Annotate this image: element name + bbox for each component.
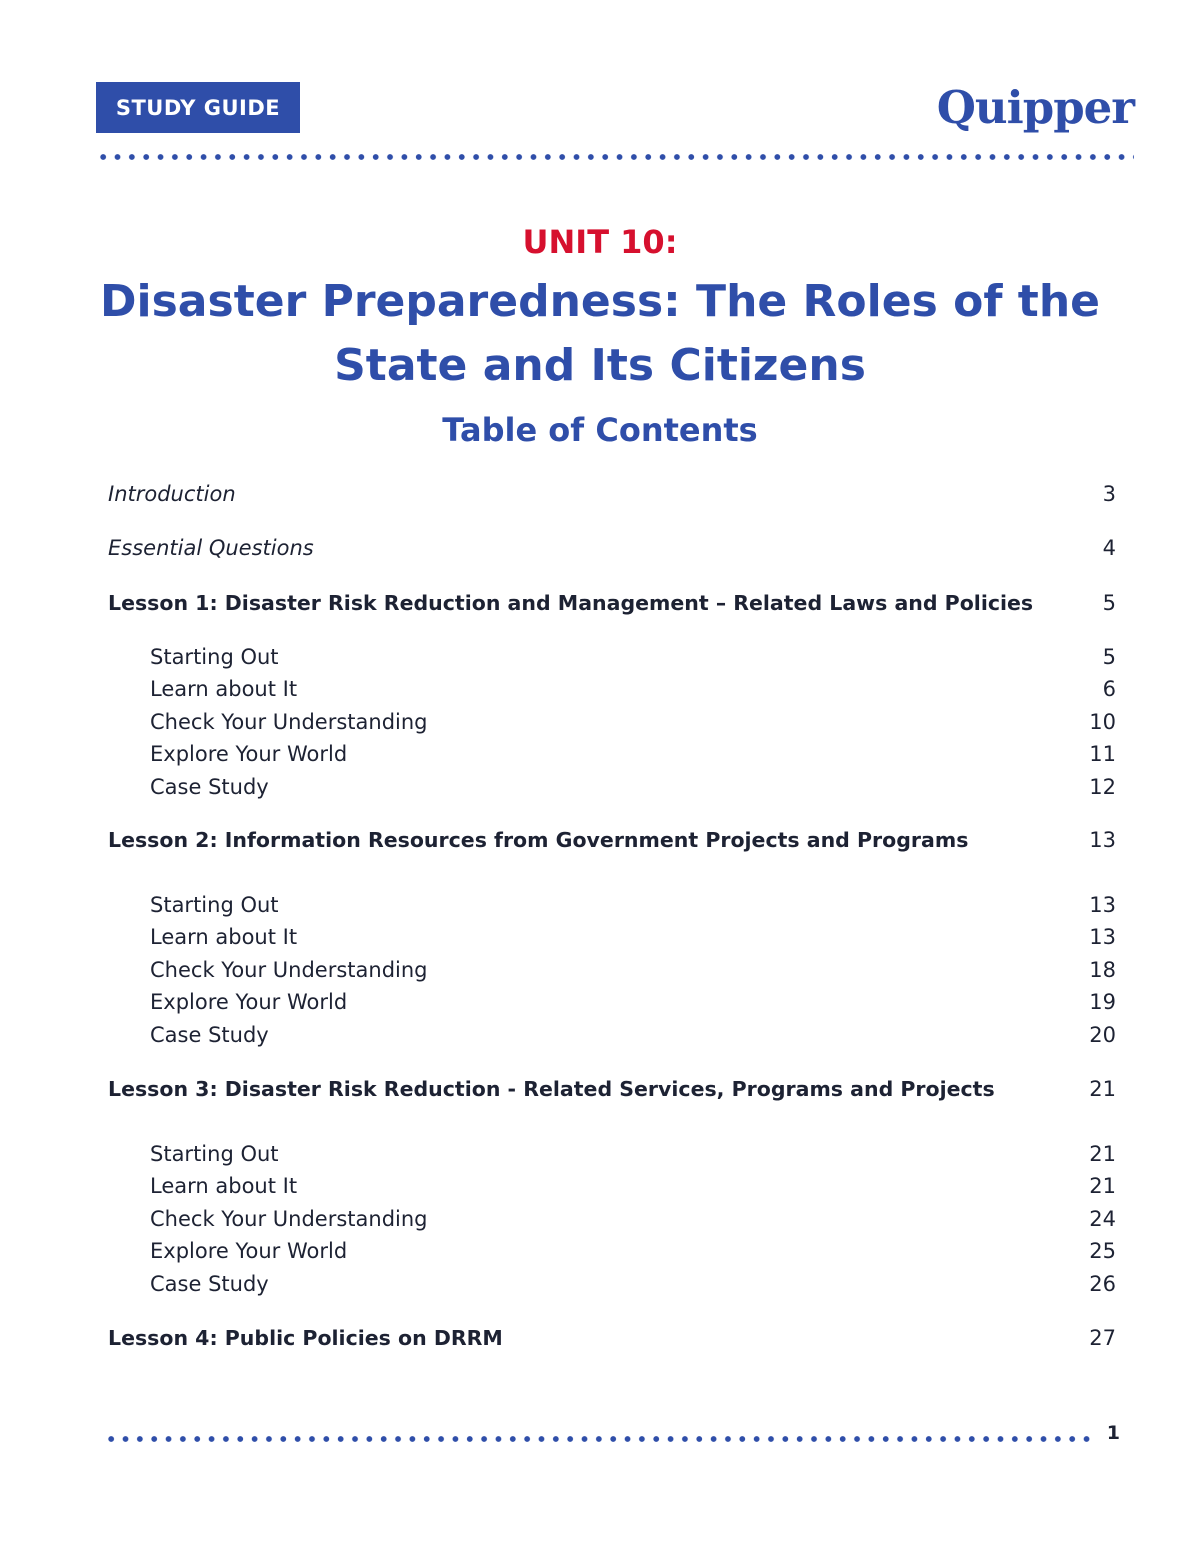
toc-entry-label: Learn about It	[150, 677, 298, 701]
bottom-dotted-divider	[104, 1436, 1092, 1442]
quipper-logo: Quipper	[936, 81, 1134, 134]
toc-entry-l2-explore-your-world[interactable]	[150, 986, 1116, 1018]
toc-entry-label: Check Your Understanding	[150, 710, 428, 734]
toc-entry-label: Lesson 3: Disaster Risk Reduction - Related Services, Programs and Projects	[108, 1077, 995, 1101]
toc-entry-page: 18	[1089, 958, 1116, 982]
toc-entry-label: Learn about It	[150, 925, 298, 949]
toc-entry-label: Starting Out	[150, 893, 279, 917]
title-line-2: State and Its Citizens	[334, 340, 866, 391]
study-guide-badge: STUDY GUIDE	[96, 82, 300, 133]
toc-entry-label: Check Your Understanding	[150, 1207, 428, 1231]
toc-entry-label: Explore Your World	[150, 990, 348, 1014]
toc-entry-label: Explore Your World	[150, 742, 348, 766]
toc-entry-l3-starting-out[interactable]	[150, 1138, 1116, 1170]
toc-entry-page: 27	[1089, 1326, 1116, 1350]
title-line-1: Disaster Preparedness: The Roles of the	[100, 276, 1100, 327]
toc-entry-l2-learn-about-it[interactable]	[150, 921, 1116, 953]
toc-heading: Table of Contents	[442, 411, 758, 449]
toc-entry-lesson-2[interactable]	[108, 824, 1116, 856]
toc-entry-l2-starting-out[interactable]	[150, 889, 1116, 921]
toc-entry-l1-learn-about-it[interactable]	[150, 673, 1116, 705]
toc-entry-page: 21	[1089, 1174, 1116, 1198]
toc-entry-lesson-3[interactable]	[108, 1073, 1116, 1105]
toc-entry-label: Lesson 1: Disaster Risk Reduction and Management – Related Laws and Policies	[108, 591, 1034, 615]
toc-entry-page: 4	[1102, 536, 1116, 560]
toc-entry-page: 11	[1089, 742, 1116, 766]
toc-entry-lesson-1[interactable]	[108, 587, 1116, 619]
toc-entry-l1-case-study[interactable]	[150, 771, 1116, 803]
toc-entry-label: Lesson 4: Public Policies on DRRM	[108, 1326, 503, 1350]
toc-entry-label: Starting Out	[150, 1142, 279, 1166]
toc-entry-page: 12	[1089, 775, 1116, 799]
toc-entry-page: 6	[1102, 677, 1116, 701]
toc-entry-l3-check-your-understanding[interactable]	[150, 1203, 1116, 1235]
toc-entry-page: 13	[1089, 893, 1116, 917]
toc-entry-label: Learn about It	[150, 1174, 298, 1198]
toc-entry-page: 24	[1089, 1207, 1116, 1231]
toc-entry-page: 13	[1089, 828, 1116, 852]
toc-entry-l1-starting-out[interactable]	[150, 641, 1116, 673]
toc-entry-page: 19	[1089, 990, 1116, 1014]
toc-entry-l3-learn-about-it[interactable]	[150, 1170, 1116, 1202]
toc-entry-l3-case-study[interactable]	[150, 1268, 1116, 1300]
toc-entry-page: 26	[1089, 1272, 1116, 1296]
toc-entry-page: 5	[1102, 645, 1116, 669]
toc-entry-page: 21	[1089, 1077, 1116, 1101]
toc-entry-lesson-4[interactable]	[108, 1322, 1116, 1354]
page-number: 1	[1106, 1422, 1120, 1444]
toc-entry-essential-questions[interactable]	[108, 532, 1116, 564]
toc-entry-l3-explore-your-world[interactable]	[150, 1235, 1116, 1267]
toc-entry-page: 13	[1089, 925, 1116, 949]
toc-entry-page: 25	[1089, 1239, 1116, 1263]
top-dotted-divider	[96, 154, 1134, 160]
toc-entry-label: Explore Your World	[150, 1239, 348, 1263]
toc-entry-label: Lesson 2: Information Resources from Government Projects and Programs	[108, 828, 969, 852]
toc-entry-l1-check-your-understanding[interactable]	[150, 706, 1116, 738]
toc-entry-l2-case-study[interactable]	[150, 1019, 1116, 1051]
toc-entry-label: Case Study	[150, 775, 269, 799]
toc-entry-page: 3	[1102, 482, 1116, 506]
toc-entry-label: Introduction	[108, 482, 236, 506]
toc-entry-label: Starting Out	[150, 645, 279, 669]
toc-entry-page: 20	[1089, 1023, 1116, 1047]
toc-entry-label: Check Your Understanding	[150, 958, 428, 982]
toc-entry-page: 5	[1102, 591, 1116, 615]
toc-entry-label: Case Study	[150, 1272, 269, 1296]
toc-entry-l1-explore-your-world[interactable]	[150, 738, 1116, 770]
toc-entry-label: Essential Questions	[108, 536, 314, 560]
toc-entry-l2-check-your-understanding[interactable]	[150, 954, 1116, 986]
unit-label: UNIT 10:	[522, 223, 678, 261]
toc-entry-label: Case Study	[150, 1023, 269, 1047]
toc-entry-introduction[interactable]	[108, 478, 1116, 510]
toc-entry-page: 10	[1089, 710, 1116, 734]
page-title	[0, 270, 1200, 398]
toc-entry-page: 21	[1089, 1142, 1116, 1166]
